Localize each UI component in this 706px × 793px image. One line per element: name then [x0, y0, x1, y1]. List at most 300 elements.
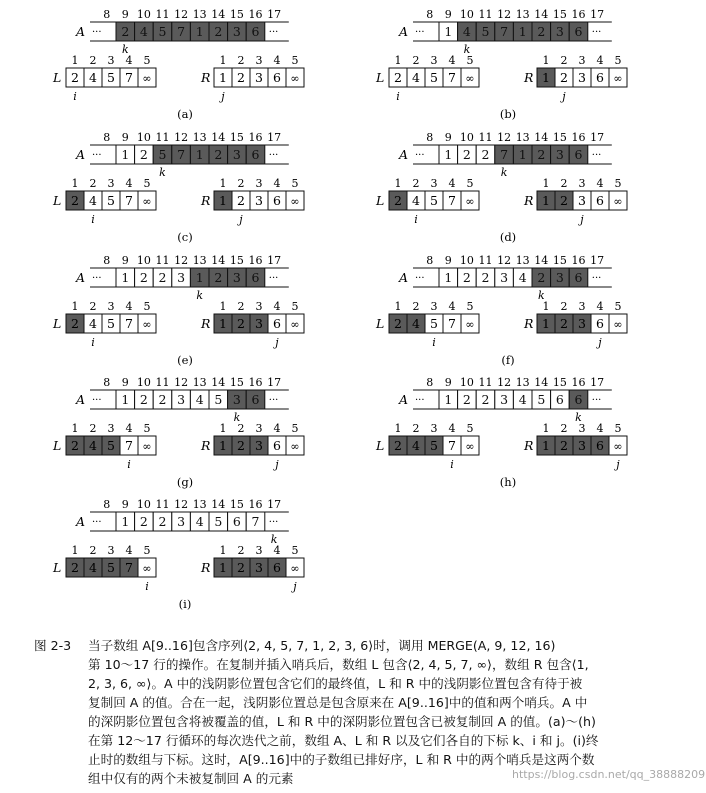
panel-i-A-index: 11 — [155, 498, 170, 511]
panel-h-R-index: 5 — [614, 422, 622, 435]
panel-i-A-value: 7 — [251, 514, 260, 529]
panel-f-R-index: 2 — [560, 300, 568, 313]
panel-a-L-index: 2 — [89, 54, 97, 67]
panel-i-R-value: ∞ — [290, 562, 300, 575]
panel-b-R-index: 3 — [578, 54, 586, 67]
panel-h-A-value: 1 — [444, 392, 453, 407]
panel-e-A-label: A — [76, 270, 86, 285]
panel-c-L-index: 5 — [143, 177, 151, 190]
panel-h-A-index: 15 — [552, 376, 567, 389]
panel-d-L-index: 1 — [394, 177, 402, 190]
panel-f-L-value: 2 — [394, 316, 402, 331]
panel-i-A-index: 8 — [103, 498, 111, 511]
panel-f-R-value: 2 — [560, 316, 568, 331]
panel-g-A-value: 4 — [195, 392, 204, 407]
caption-line-5: 的深阴影位置包含将被覆盖的值，L 和 R 中的深阴影位置包含已被复制回 A 的值。(a)～(h) — [88, 714, 596, 729]
panel-f-L-value: 5 — [430, 316, 438, 331]
panel-i-R-value: 3 — [255, 560, 263, 575]
caption-line-1: 图 2-3 当子数组 A[9..16]包含序列⟨2, 4, 5, 7, 1, 2, 3, 6⟩时，调用 MERGE(A, 9, 12, 16) — [34, 638, 556, 653]
panel-b-A-index: 14 — [534, 8, 549, 21]
panel-d-A-dots-right: ··· — [591, 150, 602, 161]
panel-i-R-index: 1 — [219, 544, 227, 557]
panel-c-A-index: 8 — [103, 131, 111, 144]
panel-h-R-label: R — [524, 438, 534, 453]
panel-g-k-marker: k — [233, 411, 241, 424]
panel-c-R-index: 4 — [273, 177, 281, 190]
panel-a-A-value: 7 — [177, 24, 186, 39]
panel-e-A-index: 11 — [155, 254, 170, 267]
panel-g-R-index: 4 — [273, 422, 281, 435]
panel-h-L-index: 2 — [412, 422, 420, 435]
panel-f-A-value: 3 — [555, 270, 564, 285]
panel-h-A-dots-right: ··· — [591, 395, 602, 406]
panel-g-A-index: 11 — [155, 376, 170, 389]
panel-f-A-dots-right: ··· — [591, 273, 602, 284]
panel-h-A-value: 6 — [574, 392, 583, 407]
caption-line-2: 第 10～17 行的操作。在复制并插入哨兵后，数组 L 包含⟨2, 4, 5, 7, ∞⟩，数组 R 包含⟨1, — [88, 657, 589, 672]
panel-e-L-value: 2 — [71, 316, 79, 331]
panel-d-A-index: 16 — [571, 131, 586, 144]
panel-c-L-pointer: i — [91, 213, 95, 226]
panel-f-A-index: 14 — [534, 254, 549, 267]
panel-c-A-value: 5 — [158, 147, 167, 162]
panel-i-A-dots-right: ··· — [268, 517, 279, 528]
panel-e-L-value: 5 — [107, 316, 115, 331]
panel-a-R-label: R — [201, 70, 211, 85]
panel-a-A-index: 8 — [103, 8, 111, 21]
panel-a-A-index: 16 — [248, 8, 263, 21]
panel-g-A-dots-right: ··· — [268, 395, 279, 406]
caption-line-8: 组中仅有的两个未被复制回 A 的元素 — [88, 771, 294, 786]
panel-d-A-value: 1 — [444, 147, 453, 162]
panel-c-L-index: 2 — [89, 177, 97, 190]
panel-a-A-dots-left: ··· — [92, 27, 102, 38]
panel-b-R-value: 1 — [542, 70, 550, 85]
panel-a-L-index: 5 — [143, 54, 151, 67]
panel-i-A-value: 2 — [158, 514, 167, 529]
panel-i-L-value: 5 — [107, 560, 115, 575]
panel-a-R-value: 6 — [273, 70, 281, 85]
panel-g-L-value: 4 — [89, 438, 97, 453]
panel-h-L-label: L — [376, 438, 385, 453]
panel-h-A-index: 10 — [459, 376, 474, 389]
panel-h-A-value: 2 — [462, 392, 471, 407]
panel-h-L-value: ∞ — [465, 440, 475, 453]
panel-g-L-value: 7 — [125, 438, 133, 453]
panel-d-A-value: 2 — [462, 147, 471, 162]
panel-i-L-index: 5 — [143, 544, 151, 557]
panel-h-A-label: A — [399, 392, 409, 407]
panel-a-L-value: 4 — [89, 70, 97, 85]
panel-g-R-index: 1 — [219, 422, 227, 435]
panel-e-A-value: 3 — [232, 270, 241, 285]
panel-h-A-index: 17 — [590, 376, 605, 389]
panel-c-A-value: 7 — [177, 147, 186, 162]
panel-f-R-index: 3 — [578, 300, 586, 313]
panel-h-L-value: 5 — [430, 438, 438, 453]
panel-b-A-index: 11 — [478, 8, 493, 21]
panel-i-R-index: 3 — [255, 544, 263, 557]
panel-d-k-marker: k — [500, 166, 508, 179]
panel-d-A-index: 10 — [459, 131, 474, 144]
panel-g-A-index: 15 — [229, 376, 244, 389]
panel-g-A-index: 13 — [192, 376, 207, 389]
panel-h-A-index: 8 — [426, 376, 434, 389]
panel-a-A-index: 13 — [192, 8, 207, 21]
panel-d-A-index: 9 — [444, 131, 452, 144]
panel-f-L-value: 7 — [448, 316, 456, 331]
panel-f-R-index: 1 — [542, 300, 550, 313]
panel-a-L-value: 7 — [125, 70, 133, 85]
panel-b-A-dots-right: ··· — [591, 27, 602, 38]
panel-c-A-index: 9 — [121, 131, 129, 144]
panel-e-A-value: 3 — [177, 270, 186, 285]
panel-d-A-dots-left: ··· — [415, 150, 425, 161]
panel-b-label: (b) — [499, 107, 517, 121]
panel-c-R-index: 2 — [237, 177, 245, 190]
panel-e-R-value: 3 — [255, 316, 263, 331]
panel-d-R-value: 2 — [560, 193, 568, 208]
panel-g-R-pointer: j — [275, 458, 279, 471]
panel-h-A-index: 14 — [534, 376, 549, 389]
panel-d-R-label: R — [524, 193, 534, 208]
panel-b-A-index: 17 — [590, 8, 605, 21]
panel-e-label: (e) — [177, 353, 193, 367]
panel-i-k-marker: k — [270, 533, 278, 546]
panel-c-L-value: 7 — [125, 193, 133, 208]
panel-d-L-pointer: i — [414, 213, 418, 226]
panel-h-L-index: 3 — [430, 422, 438, 435]
panel-d-R-index: 5 — [614, 177, 622, 190]
panel-h-R-pointer: j — [616, 458, 620, 471]
panel-b-A-index: 16 — [571, 8, 586, 21]
caption-line-7: 止时的数组与下标。这时，A[9..16]中的子数组已排好序，L 和 R 中的两个哨兵是这两个数 — [88, 752, 595, 767]
panel-b-A-index: 10 — [459, 8, 474, 21]
panel-d-L-value: 7 — [448, 193, 456, 208]
panel-a-R-index: 1 — [219, 54, 227, 67]
panel-d-A-label: A — [399, 147, 409, 162]
panel-c-A-label: A — [76, 147, 86, 162]
panel-b-R-label: R — [524, 70, 534, 85]
panel-a-A-index: 12 — [174, 8, 189, 21]
panel-e-A-index: 10 — [136, 254, 151, 267]
panel-c-L-value: 5 — [107, 193, 115, 208]
panel-h-A-value: 4 — [518, 392, 527, 407]
panel-f-A-value: 2 — [537, 270, 546, 285]
panel-e-A-value: 6 — [251, 270, 260, 285]
panel-a-R-pointer: j — [221, 90, 225, 103]
panel-a-A-index: 15 — [229, 8, 244, 21]
panel-g-L-value: 5 — [107, 438, 115, 453]
panel-i-A-index: 15 — [229, 498, 244, 511]
panel-c-k-marker: k — [159, 166, 166, 179]
panel-b-A-index: 13 — [515, 8, 530, 21]
panel-h-R-index: 4 — [596, 422, 604, 435]
panel-c-R-value: ∞ — [290, 195, 300, 208]
panel-g-L-pointer: i — [127, 458, 131, 471]
panel-i-L-value: ∞ — [142, 562, 152, 575]
panel-c-label: (c) — [177, 230, 193, 244]
panel-g-R-value: ∞ — [290, 440, 300, 453]
panel-c-L-index: 1 — [71, 177, 79, 190]
panel-d-A-index: 13 — [515, 131, 530, 144]
panel-a-A-dots-right: ··· — [268, 27, 279, 38]
panel-d-R-index: 1 — [542, 177, 550, 190]
panel-d-L-index: 2 — [412, 177, 420, 190]
panel-g-R-index: 3 — [255, 422, 263, 435]
panel-i-L-value: 7 — [125, 560, 133, 575]
panel-f-R-value: 1 — [542, 316, 550, 331]
panel-b-L-index: 4 — [448, 54, 456, 67]
panel-f-L-index: 5 — [466, 300, 474, 313]
panel-e-A-index: 12 — [174, 254, 189, 267]
panel-d-A-value: 3 — [555, 147, 564, 162]
panel-d-R-index: 2 — [560, 177, 568, 190]
panel-b-L-value: 2 — [394, 70, 402, 85]
panel-g-R-value: 1 — [219, 438, 227, 453]
panel-b-A-value: 4 — [462, 24, 471, 39]
panel-a-A-value: 2 — [121, 24, 130, 39]
panel-i-A-dots-left: ··· — [92, 517, 102, 528]
panel-b-R-pointer: j — [562, 90, 566, 103]
panel-c-A-index: 16 — [248, 131, 263, 144]
panel-c-R-index: 5 — [291, 177, 299, 190]
panel-i-R-index: 5 — [291, 544, 299, 557]
panel-h-A-value: 2 — [481, 392, 490, 407]
panel-i-L-value: 4 — [89, 560, 97, 575]
panel-f-A-index: 9 — [444, 254, 452, 267]
panel-b-A-value: 3 — [555, 24, 564, 39]
panel-f-A-value: 2 — [462, 270, 471, 285]
panel-f-R-label: R — [524, 316, 534, 331]
panel-h-R-value: 2 — [560, 438, 568, 453]
panel-i-R-index: 4 — [273, 544, 281, 557]
panel-h-A-index: 16 — [571, 376, 586, 389]
panel-a-R-index: 2 — [237, 54, 245, 67]
panel-h-label: (h) — [499, 475, 517, 489]
panel-c-L-index: 3 — [107, 177, 115, 190]
panel-e-L-value: 4 — [89, 316, 97, 331]
panel-i-A-value: 6 — [232, 514, 241, 529]
panel-g-A-value: 1 — [121, 392, 130, 407]
panel-a-L-index: 3 — [107, 54, 115, 67]
panel-i-A-index: 10 — [136, 498, 151, 511]
panel-d-A-value: 1 — [518, 147, 527, 162]
panel-a-R-value: 1 — [219, 70, 227, 85]
panel-f-L-label: L — [376, 316, 385, 331]
panel-a-R-value: 2 — [237, 70, 245, 85]
caption-line-4: 复制回 A 的值。合在一起，浅阴影位置总是包含原来在 A[9..16]中的值和两个哨兵。A 中 — [88, 695, 588, 710]
panel-c-A-index: 12 — [174, 131, 189, 144]
panel-c-A-index: 11 — [155, 131, 170, 144]
panel-b-R-value: 3 — [578, 70, 586, 85]
panel-a-R-index: 3 — [255, 54, 263, 67]
panel-e-L-value: 7 — [125, 316, 133, 331]
panel-e-A-index: 13 — [192, 254, 207, 267]
panel-d-R-index: 3 — [578, 177, 586, 190]
panel-b-A-dots-left: ··· — [415, 27, 425, 38]
panel-c-A-index: 10 — [136, 131, 151, 144]
panel-i-A-value: 2 — [139, 514, 148, 529]
panel-a-A-value: 3 — [232, 24, 241, 39]
panel-e-A-value: 2 — [158, 270, 167, 285]
panel-g-R-value: 2 — [237, 438, 245, 453]
panel-e-A-dots-left: ··· — [92, 273, 102, 284]
panel-f-R-index: 5 — [614, 300, 622, 313]
panel-f-L-index: 4 — [448, 300, 456, 313]
panel-b-R-index: 2 — [560, 54, 568, 67]
panel-f-A-index: 15 — [552, 254, 567, 267]
panel-e-R-label: R — [201, 316, 211, 331]
panel-i-R-pointer: j — [293, 580, 297, 593]
panel-f-A-index: 16 — [571, 254, 586, 267]
panel-f-L-pointer: i — [432, 336, 436, 349]
panel-a-A-value: 2 — [214, 24, 223, 39]
panel-h-R-value: 6 — [596, 438, 604, 453]
panel-d-L-value: 4 — [412, 193, 420, 208]
panel-i-R-label: R — [201, 560, 211, 575]
panel-d-A-index: 8 — [426, 131, 434, 144]
panel-h-L-index: 4 — [448, 422, 456, 435]
panel-d-L-index: 3 — [430, 177, 438, 190]
panel-a-A-index: 11 — [155, 8, 170, 21]
panel-g-label: (g) — [176, 475, 194, 489]
panel-h-A-index: 11 — [478, 376, 493, 389]
panel-i-R-value: 1 — [219, 560, 227, 575]
panel-e-L-index: 1 — [71, 300, 79, 313]
panel-c-A-value: 6 — [251, 147, 260, 162]
panel-b-k-marker: k — [463, 43, 471, 56]
panel-f-k-marker: k — [537, 289, 545, 302]
panel-a-R-value: 3 — [255, 70, 263, 85]
panel-a-A-value: 4 — [139, 24, 148, 39]
panel-b-A-value: 6 — [574, 24, 583, 39]
panel-b-R-index: 5 — [614, 54, 622, 67]
panel-g-A-value: 6 — [251, 392, 260, 407]
panel-e-A-index: 14 — [211, 254, 226, 267]
panel-f-R-value: 6 — [596, 316, 604, 331]
panel-e-L-value: ∞ — [142, 318, 152, 331]
panel-h-R-index: 3 — [578, 422, 586, 435]
panel-b-L-index: 3 — [430, 54, 438, 67]
panel-d-A-value: 7 — [500, 147, 509, 162]
panel-c-R-value: 6 — [273, 193, 281, 208]
panel-b-L-value: ∞ — [465, 72, 475, 85]
panel-i-R-value: 2 — [237, 560, 245, 575]
panel-g-A-value: 2 — [139, 392, 148, 407]
panel-h-L-value: 7 — [448, 438, 456, 453]
panel-e-A-dots-right: ··· — [268, 273, 279, 284]
panel-a-A-value: 5 — [158, 24, 167, 39]
panel-e-L-index: 5 — [143, 300, 151, 313]
panel-c-A-value: 3 — [232, 147, 241, 162]
panel-g-A-value: 2 — [158, 392, 167, 407]
panel-h-A-index: 13 — [515, 376, 530, 389]
panel-f-L-value: 4 — [412, 316, 420, 331]
panel-e-A-value: 2 — [214, 270, 223, 285]
panel-c-L-value: 4 — [89, 193, 97, 208]
panel-i-A-index: 12 — [174, 498, 189, 511]
panel-i-A-index: 17 — [267, 498, 282, 511]
caption-line-3: 2, 3, 6, ∞⟩。A 中的浅阴影位置包含它们的最终值，L 和 R 中的浅阴影位置包含有待于被 — [88, 676, 583, 691]
panel-g-A-index: 9 — [121, 376, 129, 389]
panel-c-A-dots-left: ··· — [92, 150, 102, 161]
panel-g-A-label: A — [76, 392, 86, 407]
panel-i-L-index: 1 — [71, 544, 79, 557]
panel-g-R-index: 2 — [237, 422, 245, 435]
panel-b-R-value: ∞ — [613, 72, 623, 85]
panel-c-A-index: 14 — [211, 131, 226, 144]
panel-h-A-value: 3 — [500, 392, 509, 407]
panel-c-L-value: ∞ — [142, 195, 152, 208]
panel-e-L-index: 4 — [125, 300, 133, 313]
panel-e-A-value: 1 — [121, 270, 130, 285]
panel-i-L-index: 2 — [89, 544, 97, 557]
panel-e-A-index: 17 — [267, 254, 282, 267]
panel-h-L-index: 1 — [394, 422, 402, 435]
panel-f-A-index: 17 — [590, 254, 605, 267]
panel-d-R-index: 4 — [596, 177, 604, 190]
panel-g-R-value: 3 — [255, 438, 263, 453]
panel-d-label: (d) — [499, 230, 517, 244]
panel-c-A-value: 2 — [214, 147, 223, 162]
panel-f-A-index: 11 — [478, 254, 493, 267]
panel-c-R-index: 3 — [255, 177, 263, 190]
panel-h-L-pointer: i — [450, 458, 454, 471]
panel-h-L-value: 4 — [412, 438, 420, 453]
panel-b-A-value: 2 — [537, 24, 546, 39]
panel-a-L-index: 4 — [125, 54, 133, 67]
panel-h-R-value: 1 — [542, 438, 550, 453]
panel-h-k-marker: k — [575, 411, 582, 424]
panel-f-A-value: 6 — [574, 270, 583, 285]
panel-f-A-index: 8 — [426, 254, 434, 267]
panel-b-R-value: 6 — [596, 70, 604, 85]
panel-b-A-value: 1 — [444, 24, 453, 39]
panel-e-A-index: 15 — [229, 254, 244, 267]
panel-d-A-index: 12 — [497, 131, 512, 144]
panel-c-A-value: 2 — [139, 147, 148, 162]
panel-b-L-index: 5 — [466, 54, 474, 67]
panel-a-A-index: 14 — [211, 8, 226, 21]
panel-g-L-index: 5 — [143, 422, 151, 435]
panel-i-R-value: 6 — [273, 560, 281, 575]
panel-e-R-value: 1 — [219, 316, 227, 331]
panel-d-R-value: 6 — [596, 193, 604, 208]
panel-i-L-label: L — [53, 560, 62, 575]
panel-g-R-label: R — [201, 438, 211, 453]
panel-b-R-index: 4 — [596, 54, 604, 67]
panel-a-L-value: 2 — [71, 70, 79, 85]
panel-h-A-value: 6 — [555, 392, 564, 407]
panel-b-L-index: 1 — [394, 54, 402, 67]
panel-e-L-pointer: i — [91, 336, 95, 349]
panel-c-R-pointer: j — [239, 213, 243, 226]
panel-g-A-index: 14 — [211, 376, 226, 389]
panel-f-A-label: A — [399, 270, 409, 285]
panel-d-L-index: 5 — [466, 177, 474, 190]
panel-b-A-value: 5 — [481, 24, 490, 39]
panel-d-A-index: 15 — [552, 131, 567, 144]
panel-c-R-value: 2 — [237, 193, 245, 208]
panel-b-A-value: 1 — [518, 24, 527, 39]
panel-b-L-value: 7 — [448, 70, 456, 85]
panel-i-L-index: 3 — [107, 544, 115, 557]
panel-g-A-index: 16 — [248, 376, 263, 389]
panel-b-L-index: 2 — [412, 54, 420, 67]
panel-i-R-index: 2 — [237, 544, 245, 557]
panel-i-A-index: 14 — [211, 498, 226, 511]
